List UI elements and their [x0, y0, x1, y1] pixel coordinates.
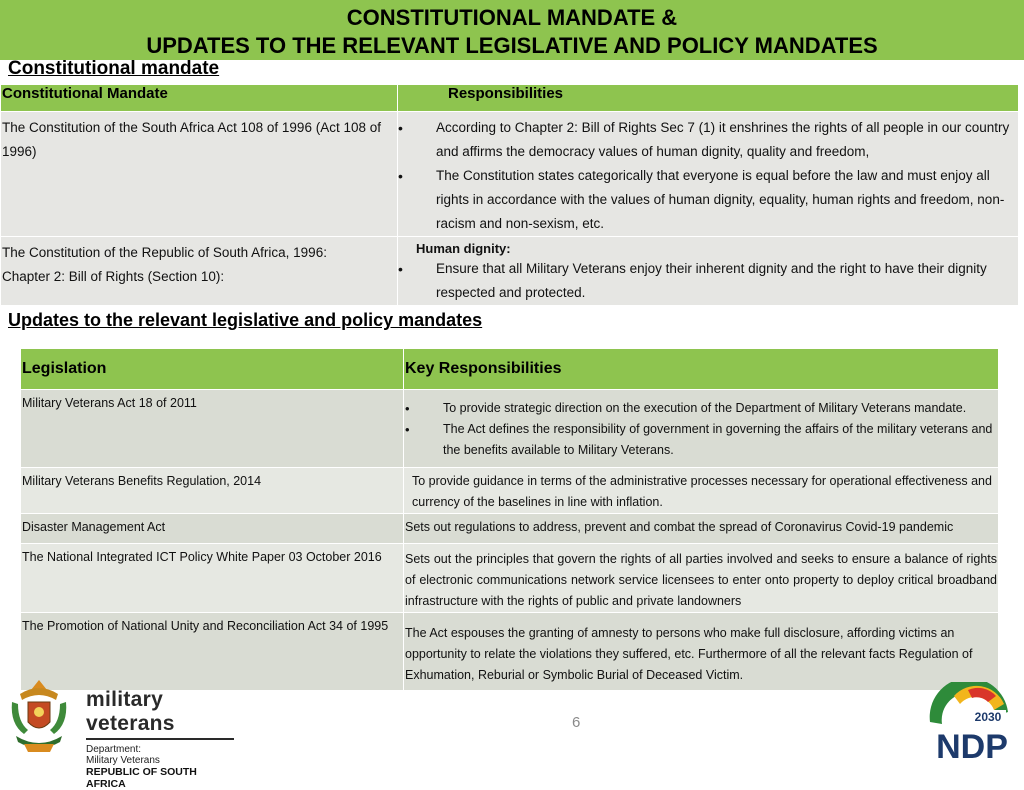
- human-dignity-label: Human dignity:: [416, 241, 511, 256]
- updates-heading: Updates to the relevant legislative and policy mandates: [8, 310, 483, 330]
- logo-department: Department:: [86, 744, 142, 755]
- bullet-icon: •: [398, 168, 403, 184]
- coat-of-arms-icon: [6, 676, 72, 756]
- bullet-item: • Ensure that all Military Veterans enjoy their inherent dignity and the right to have their dignity respected and protected.: [398, 257, 1018, 305]
- table-header-row: [21, 349, 999, 390]
- legislation-cell: The Promotion of National Unity and Reconciliation Act 34 of 1995: [21, 613, 404, 691]
- logo-department-name: Military Veterans: [86, 755, 160, 766]
- bullet-icon: •: [398, 120, 403, 136]
- legislation-cell: Disaster Management Act: [21, 514, 404, 544]
- responsibilities-cell: [398, 237, 1019, 306]
- legislation-cell: Military Veterans Act 18 of 2011: [21, 390, 404, 468]
- bullet-icon: •: [405, 401, 410, 416]
- legislation-cell: Military Veterans Benefits Regulation, 2014: [21, 468, 404, 514]
- ndp-year: 2030: [974, 710, 1002, 724]
- logo-country: REPUBLIC OF SOUTH AFRICA: [86, 766, 197, 790]
- constitutional-mandate-table: [0, 84, 1019, 306]
- table-row: [1, 112, 1019, 237]
- military-veterans-logo: [6, 676, 236, 790]
- key-responsibilities-cell: Sets out the principles that govern the rights of all parties involved and seeks to ensure a balance of rights of electronic communications network service licensees to enter onto property to deploy critical broadband infrastructure with the rights of public and private landowners: [404, 544, 999, 613]
- column-header-key-responsibilities: Key Responsibilities: [404, 349, 999, 390]
- key-responsibilities-cell: Sets out regulations to address, prevent and combat the spread of Coronavirus Covid-19 pandemic: [404, 514, 999, 544]
- table-header-row: [1, 85, 1019, 112]
- bullet-item: • To provide strategic direction on the execution of the Department of Military Veterans mandate.: [405, 398, 997, 419]
- mandate-cell: The Constitution of the Republic of South Africa, 1996: Chapter 2: Bill of Rights (Section 10):: [1, 237, 398, 306]
- table-row: [21, 468, 999, 514]
- key-responsibilities-cell: To provide guidance in terms of the administrative processes necessary for operational effectiveness and currency of the baselines in line with inflation.: [404, 468, 999, 514]
- bullet-item: • According to Chapter 2: Bill of Rights Sec 7 (1) it enshrines the rights of all people in our country and affirms the democracy values of human dignity, quality and freedom,: [398, 116, 1018, 164]
- slide-header: [0, 0, 1024, 60]
- table-row: [21, 514, 999, 544]
- ndp-2030-logo: [924, 682, 1020, 762]
- header-title-line1: CONSTITUTIONAL MANDATE &: [346, 5, 678, 30]
- table-row: [21, 390, 999, 468]
- bullet-icon: •: [405, 422, 410, 437]
- bullet-item: • The Act defines the responsibility of government in governing the affairs of the military veterans and the benefits available to Military Veterans.: [405, 419, 997, 461]
- legislation-table: [20, 348, 999, 691]
- logo-divider: [86, 738, 234, 740]
- legislation-cell: The National Integrated ICT Policy White Paper 03 October 2016: [21, 544, 404, 613]
- column-header-mandate: Constitutional Mandate: [1, 85, 398, 112]
- table-row: [21, 544, 999, 613]
- column-header-legislation: Legislation: [21, 349, 404, 390]
- ndp-text: NDP: [936, 728, 1008, 762]
- header-title-line2: UPDATES TO THE RELEVANT LEGISLATIVE AND POLICY MANDATES: [146, 33, 878, 58]
- bullet-item: • The Constitution states categorically that everyone is equal before the law and must enjoy all rights in accordance with the values of human dignity, equality, human rights and freedom, non-racism and non-sexism, etc.: [398, 164, 1018, 236]
- key-responsibilities-cell: [404, 390, 999, 468]
- logo-title: military veterans: [86, 688, 175, 735]
- bullet-icon: •: [398, 261, 403, 277]
- mandate-cell: The Constitution of the South Africa Act 108 of 1996 (Act 108 of 1996): [1, 112, 398, 237]
- key-responsibilities-cell: The Act espouses the granting of amnesty to persons who make full disclosure, affording victims an opportunity to relate the violations they suffered, etc. Furthermore of all the relevant facts Regulation of Exhumation, Reburial or Symbolic Burial of Deceased Victim.: [404, 613, 999, 691]
- responsibilities-cell: [398, 112, 1019, 237]
- column-header-responsibilities: Responsibilities: [398, 85, 1019, 112]
- table-row: [1, 237, 1019, 306]
- page-number: 6: [572, 714, 581, 731]
- constitutional-mandate-heading: Constitutional mandate: [8, 58, 220, 79]
